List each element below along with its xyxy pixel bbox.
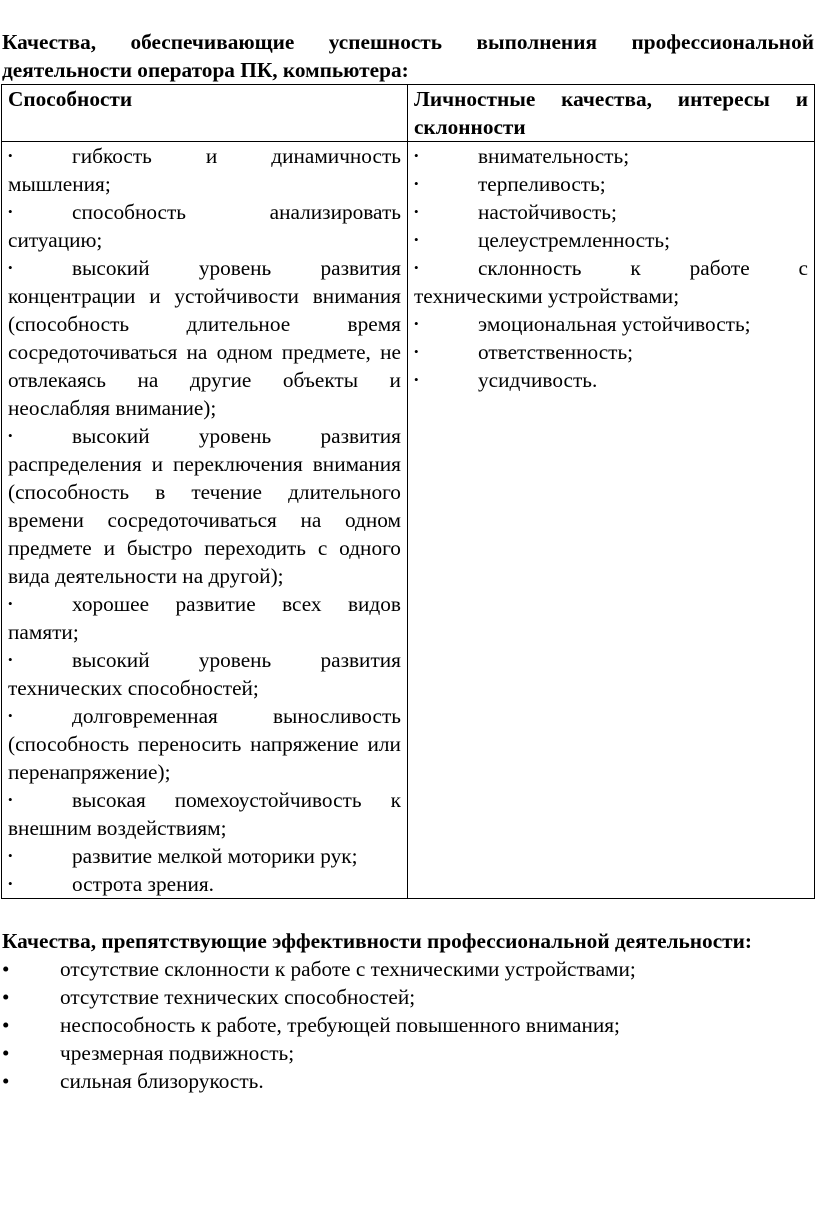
list-item-text: склонность к работе с техническими устройствами; <box>413 256 808 308</box>
list-item-text: неспособность к работе, требующей повышенного внимания; <box>60 1013 620 1037</box>
bullet-icon: • <box>8 792 13 807</box>
bullet-icon: • <box>413 260 419 275</box>
list-item-text: настойчивость; <box>477 200 617 224</box>
bullet-icon: • <box>8 148 13 163</box>
list-item-text: способность анализировать ситуацию; <box>8 200 401 252</box>
bullet-icon: • <box>413 344 419 359</box>
bullet-icon: • <box>413 148 419 163</box>
bullet-icon: • <box>8 204 13 219</box>
list-item-text: развитие мелкой моторики рук; <box>72 844 358 868</box>
ability-item <box>8 842 401 870</box>
personal-quality-item <box>414 170 808 198</box>
bullet-icon: • <box>413 316 419 331</box>
personal-quality-item <box>414 142 808 170</box>
list-item-text: высокий уровень развития распределения и переключения внимания (способность в течение длительного времени сосредоточиваться на одном предмете и быстро переходить с одного вида деятельности на другой); <box>8 424 401 588</box>
section-heading-hindering-qualities: Качества, препятствующие эффективности профессиональной деятельности: <box>2 929 752 953</box>
personal-quality-item <box>414 254 808 310</box>
list-item-text: высокая помехоустойчивость к внешним воздействиям; <box>8 788 401 840</box>
hindering-quality-item <box>0 1011 816 1039</box>
ability-item <box>8 590 401 646</box>
list-item-text: внимательность; <box>477 144 630 168</box>
list-item-text: высокий уровень развития технических способностей; <box>8 648 401 700</box>
personal-qualities-cell <box>407 142 814 899</box>
section-heading-success-qualities: Качества, обеспечивающие успешность выполнения профессиональной деятельности оператора ПК, компьютера: <box>2 30 814 82</box>
hindering-quality-item <box>0 1039 816 1067</box>
list-item-text: ответственность; <box>477 340 634 364</box>
list-item-text: долговременная выносливость (способность переносить напряжение или перенапряжение); <box>8 704 401 784</box>
column-header-abilities: Способности <box>2 85 408 142</box>
personal-quality-item <box>414 366 808 394</box>
ability-item <box>8 646 401 702</box>
bullet-icon: • <box>2 1013 10 1037</box>
column-header-personal-qualities: Личностные качества, интересы и склонности <box>407 85 814 142</box>
bullet-icon: • <box>8 708 13 723</box>
list-item-text: отсутствие склонности к работе с техническими устройствами; <box>60 957 636 981</box>
bullet-icon: • <box>413 372 419 387</box>
ability-item <box>8 870 401 898</box>
list-item-text: сильная близорукость. <box>60 1069 264 1093</box>
ability-item <box>8 702 401 786</box>
list-item-text: усидчивость. <box>477 368 598 392</box>
bullet-icon: • <box>413 232 419 247</box>
table-header-row <box>2 85 815 142</box>
ability-item <box>8 142 401 198</box>
personal-qualities-list <box>414 142 808 394</box>
list-item-text: чрезмерная подвижность; <box>60 1041 295 1065</box>
personal-quality-item <box>414 226 808 254</box>
abilities-cell <box>2 142 408 899</box>
list-item-text: терпеливость; <box>477 172 606 196</box>
list-item-text: гибкость и динамичность мышления; <box>8 144 401 196</box>
list-item-text: эмоциональная устойчивость; <box>477 312 751 336</box>
document-page <box>0 28 816 1095</box>
list-item-text: хорошее развитие всех видов памяти; <box>8 592 401 644</box>
bullet-icon: • <box>413 176 419 191</box>
bullet-icon: • <box>413 204 419 219</box>
hindering-section <box>0 927 816 1095</box>
list-item-text: острота зрения. <box>72 872 214 896</box>
ability-item <box>8 422 401 590</box>
bullet-icon: • <box>2 985 10 1009</box>
personal-quality-item <box>414 310 808 338</box>
hindering-quality-item <box>0 983 816 1011</box>
bullet-icon: • <box>2 1041 10 1065</box>
abilities-list <box>8 142 401 898</box>
list-item-text: высокий уровень развития концентрации и устойчивости внимания (способность длительное время сосредоточиваться на одном предмете, не отвлекаясь на другие объекты и неослабляя внимание); <box>8 256 401 420</box>
hindering-qualities-list <box>0 955 816 1095</box>
list-item-text: отсутствие технических способностей; <box>60 985 416 1009</box>
ability-item <box>8 786 401 842</box>
bullet-icon: • <box>8 428 13 443</box>
hindering-quality-item <box>0 955 816 983</box>
personal-quality-item <box>414 338 808 366</box>
bullet-icon: • <box>8 652 13 667</box>
bullet-icon: • <box>8 848 13 863</box>
bullet-icon: • <box>2 1069 10 1093</box>
bullet-icon: • <box>2 957 10 981</box>
table-body-row <box>2 142 815 899</box>
bullet-icon: • <box>8 260 13 275</box>
personal-quality-item <box>414 198 808 226</box>
bullet-icon: • <box>8 876 13 891</box>
ability-item <box>8 198 401 254</box>
list-item-text: целеустремленность; <box>477 228 671 252</box>
qualities-table <box>1 84 815 899</box>
hindering-quality-item <box>0 1067 816 1095</box>
bullet-icon: • <box>8 596 13 611</box>
ability-item <box>8 254 401 422</box>
